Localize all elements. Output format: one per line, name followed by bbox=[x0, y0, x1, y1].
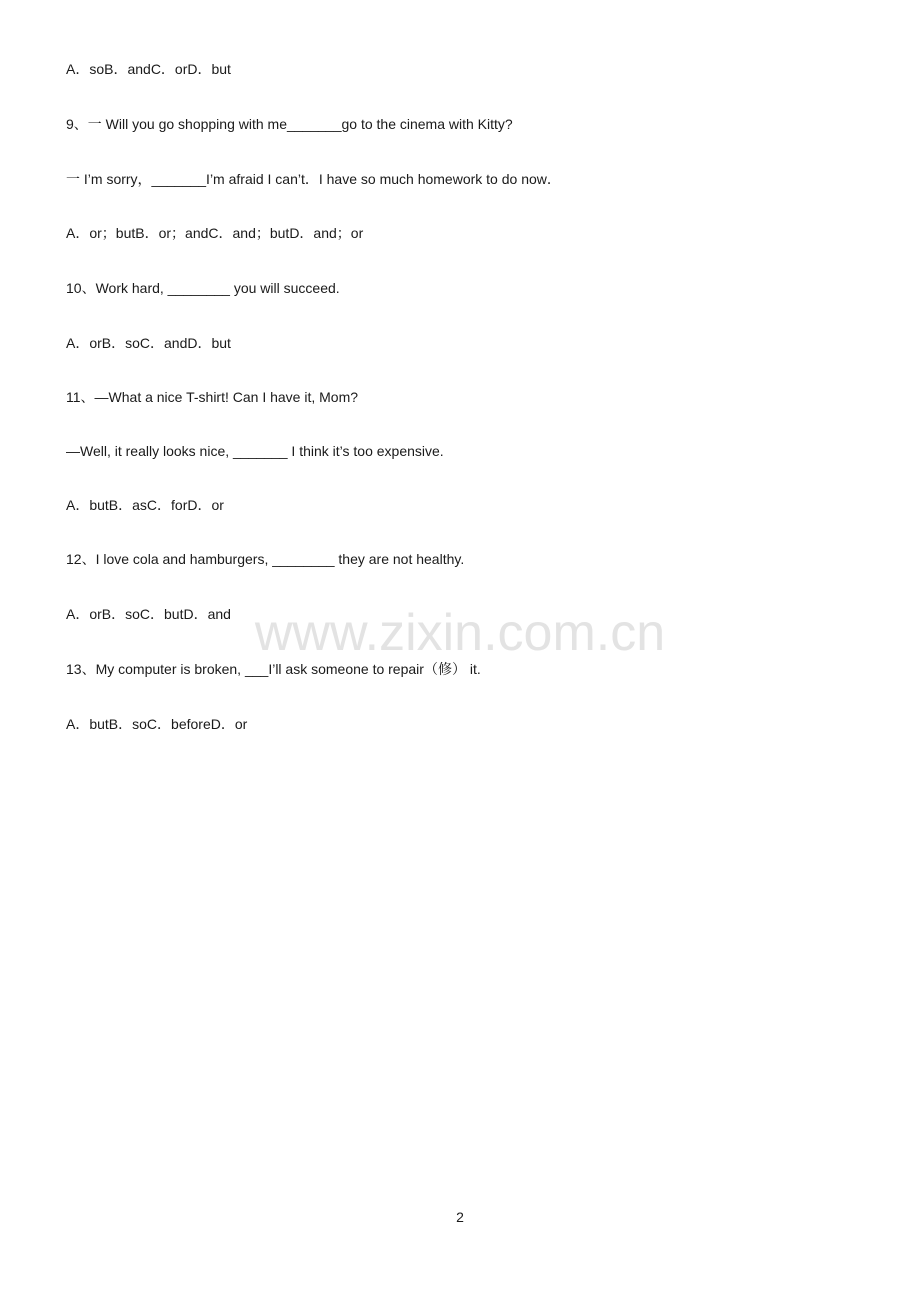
q13-question: 13、My computer is broken, ___I’ll ask someone to repair（修） it. bbox=[66, 661, 481, 677]
q12-question: 12、I love cola and hamburgers, ________ they are not healthy. bbox=[66, 551, 465, 567]
q12-options: A．orB．soC．butD．and bbox=[66, 606, 231, 622]
q13-options: A．butB．soC．beforeD．or bbox=[66, 716, 248, 732]
q11-reply: —Well, it really looks nice, _______ I think it’s too expensive. bbox=[66, 443, 444, 459]
watermark: www.zixin.com.cn bbox=[254, 604, 666, 662]
q11-question: 11、—What a nice T-shirt! Can I have it, Mom? bbox=[66, 389, 359, 405]
q9-question: 9、一 Will you go shopping with me_______go to the cinema with Kitty? bbox=[66, 116, 513, 132]
q9-reply: 一 I’m sorry，_______I’m afraid I can’t．I have so much homework to do now． bbox=[66, 171, 561, 187]
q8-options: A．soB．andC．orD．but bbox=[66, 61, 231, 77]
q10-options: A．orB．soC．andD．but bbox=[66, 335, 231, 351]
q9-options: A．or；butB．or；andC．and；butD．and；or bbox=[66, 225, 364, 241]
page-number: 2 bbox=[456, 1209, 464, 1225]
q11-options: A．butB．asC．forD．or bbox=[66, 497, 224, 513]
q10-question: 10、Work hard, ________ you will succeed. bbox=[66, 280, 340, 296]
